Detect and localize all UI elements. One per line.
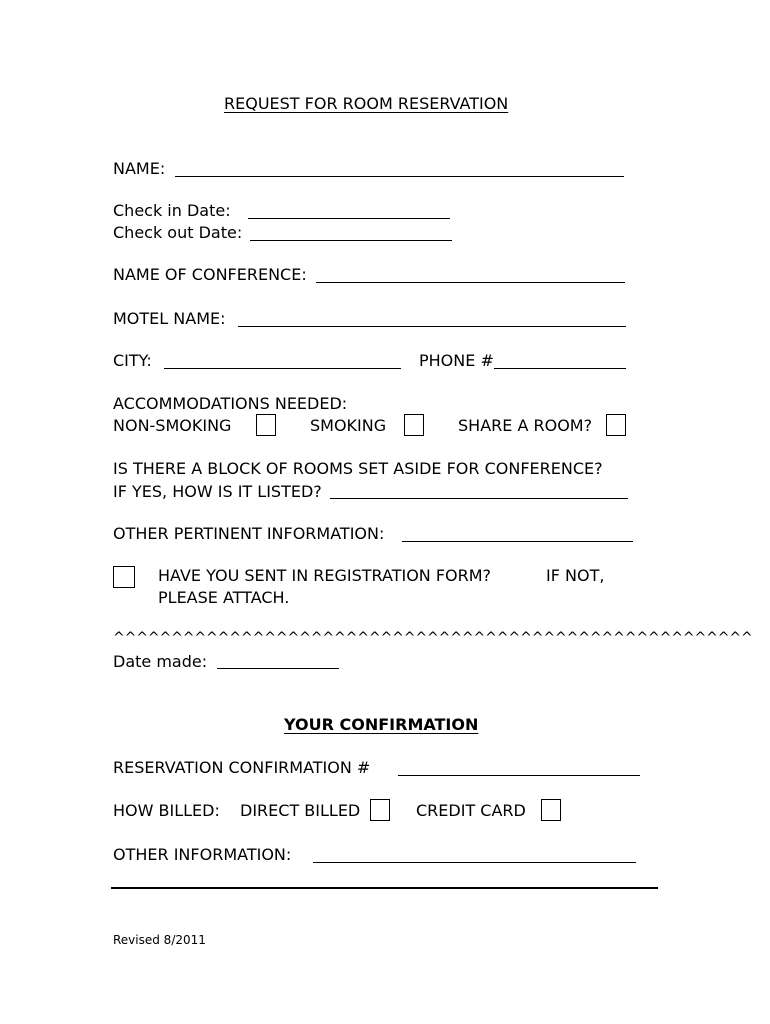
date-made-label: Date made: <box>113 652 208 671</box>
registration-if-not: IF NOT, <box>546 566 605 585</box>
direct-billed-label: DIRECT BILLED <box>240 801 361 820</box>
how-billed-label: HOW BILLED: <box>113 801 220 820</box>
check-out-field[interactable] <box>250 240 452 241</box>
accommodations-label: ACCOMMODATIONS NEEDED: <box>113 394 348 413</box>
bottom-rule <box>111 887 658 889</box>
check-in-field[interactable] <box>248 218 450 219</box>
block-question: IS THERE A BLOCK OF ROOMS SET ASIDE FOR CONFERENCE? <box>113 459 603 478</box>
other-information-field[interactable] <box>313 862 636 863</box>
confirmation-title: YOUR CONFIRMATION <box>284 715 479 734</box>
credit-card-checkbox[interactable] <box>541 799 561 821</box>
revision-note: Revised 8/2011 <box>113 933 206 947</box>
block-listing-field[interactable] <box>330 498 628 499</box>
smoking-label: SMOKING <box>310 416 387 435</box>
phone-field[interactable] <box>494 368 626 369</box>
motel-label: MOTEL NAME: <box>113 309 226 328</box>
non-smoking-label: NON-SMOKING <box>113 416 232 435</box>
form-title: REQUEST FOR ROOM RESERVATION <box>224 94 509 113</box>
other-pertinent-label: OTHER PERTINENT INFORMATION: <box>113 524 385 543</box>
credit-card-label: CREDIT CARD <box>416 801 526 820</box>
conference-label: NAME OF CONFERENCE: <box>113 265 307 284</box>
share-room-label: SHARE A ROOM? <box>458 416 593 435</box>
non-smoking-checkbox[interactable] <box>256 414 276 436</box>
registration-checkbox[interactable] <box>113 566 135 588</box>
check-in-label: Check in Date: <box>113 201 231 220</box>
registration-question: HAVE YOU SENT IN REGISTRATION FORM? <box>158 566 492 585</box>
name-label: NAME: <box>113 159 166 178</box>
conference-field[interactable] <box>316 282 625 283</box>
confirmation-number-field[interactable] <box>398 775 640 776</box>
registration-attach-note: PLEASE ATTACH. <box>158 588 290 607</box>
name-field[interactable] <box>175 176 624 177</box>
other-pertinent-field[interactable] <box>402 541 633 542</box>
caret-separator: ^^^^^^^^^^^^^^^^^^^^^^^^^^^^^^^^^^^^^^^^^^^^^^^^^^^^^^^ <box>113 630 753 646</box>
block-if-yes-label: IF YES, HOW IS IT LISTED? <box>113 482 322 501</box>
check-out-label: Check out Date: <box>113 223 243 242</box>
city-label: CITY: <box>113 351 152 370</box>
phone-label: PHONE # <box>419 351 494 370</box>
smoking-checkbox[interactable] <box>404 414 424 436</box>
other-information-label: OTHER INFORMATION: <box>113 845 292 864</box>
motel-field[interactable] <box>238 326 626 327</box>
confirmation-number-label: RESERVATION CONFIRMATION # <box>113 758 371 777</box>
date-made-field[interactable] <box>217 668 339 669</box>
share-room-checkbox[interactable] <box>606 414 626 436</box>
direct-billed-checkbox[interactable] <box>370 799 390 821</box>
city-field[interactable] <box>164 368 401 369</box>
